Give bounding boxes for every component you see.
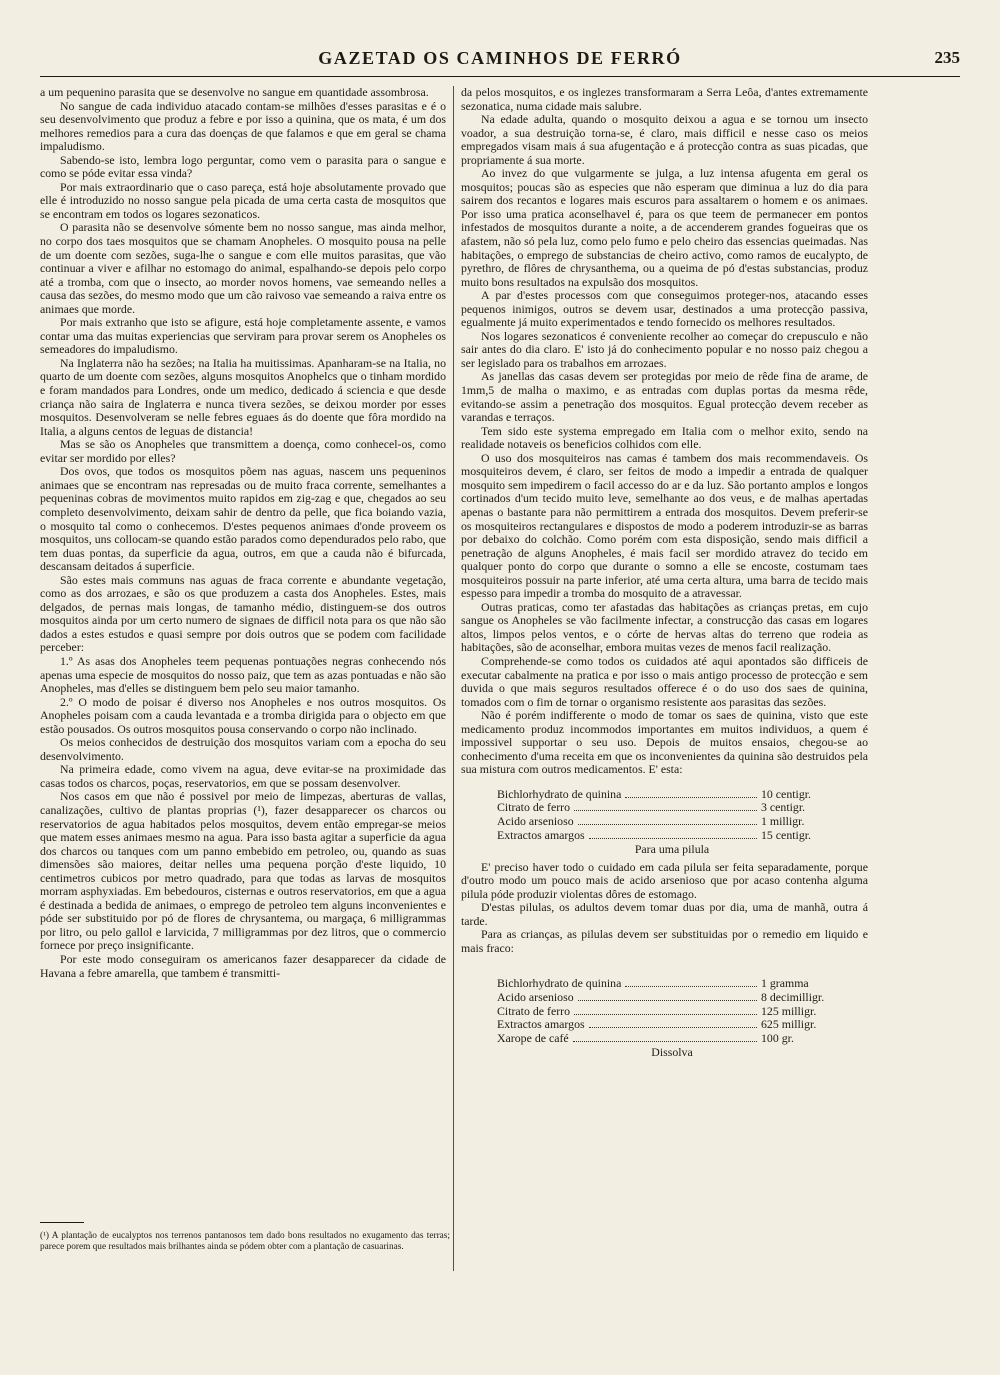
ingredient-name: Citrato de ferro xyxy=(497,1003,571,1018)
recipe-footer: Dissolva xyxy=(651,1045,693,1060)
paragraph: Não é porém indifferente o modo de tomar os saes de quinina, visto que este medicamento produz incommodos importantes em muitos individuos, a quem é impossivel supportar o seu uso. Depois de muitos ensaios, chegou-se ao conhecimento d'uma receita em que os inconvenientes da quinina são destruidos pela sua mistura com outros medicamentos. E' esta: xyxy=(461,708,868,777)
ingredient-name: Extractos amargos xyxy=(497,827,585,842)
recipe-pills xyxy=(497,788,847,857)
list-item: 1.º As asas dos Anopheles teem pequenas pontuações negras conhecendo nós apenas uma especie de mosquitos do nosso paiz, que tem as azas pontuadas e não são Anopheles, mas d'elles se distinguem bem pelo seu maior tamanho. xyxy=(40,653,446,696)
recipe-row xyxy=(497,815,847,829)
journal-title: GAZETAD OS CAMINHOS DE FERRÓ xyxy=(318,48,682,68)
column-divider xyxy=(453,86,454,1271)
ingredient-name: Extractos amargos xyxy=(497,1017,585,1032)
ingredient-dose: 8 decimilligr. xyxy=(761,990,825,1004)
recipe-row xyxy=(497,801,847,815)
leader-dots xyxy=(578,824,757,825)
recipe-row xyxy=(497,1018,847,1032)
left-column xyxy=(40,86,446,1210)
ingredient-name: Acido arsenioso xyxy=(497,990,574,1004)
paragraph: Sabendo-se isto, lembra logo perguntar, como vem o parasita para o sangue e como se póde evitar essa vinda? xyxy=(40,152,446,181)
recipe-row xyxy=(497,977,847,991)
paragraph: Na Inglaterra não ha sezões; na Italia ha muitissimas. Apanharam-se na Italia, no quarto de um doente com sezões, alguns mosquitos Anophelcs que o tinham mordido e foram mandados para Londres, onde um medico, dedicado á sciencia e que desde criança não saira de Inglaterra e nunca tivera sezões, se deixou morder por esses mosquitos. Desenvolveram se nelle febres eguaes ás do doente que fôra mordido na Italia, a alguns centos de leguas de distancia! xyxy=(40,355,446,438)
paragraph: Por mais extraordinario que o caso pareça, está hoje absolutamente provado que elle é introduzido no nosso sangue pela picada de uma certa casta de mosquitos que se encontram em todos os logares sezonaticos. xyxy=(40,179,446,221)
paragraph: Ao invez do que vulgarmente se julga, a luz intensa afugenta em geral os mosquitos; poucas são as especies que não esperam que diminua a luz do dia para sairem dos recantos e logares mais escuros para assaltarem o homem e os animaes. Por isso uma pratica aconselhavel é, para os que teem de permanecer em pontos infestados de mosquitos durante a noite, a de accenderem grandes fogueiras que os afastem, não só pela luz, como pelo fumo e pelo cheiro das essencias queimadas. Nas habitações, o emprego de substancias de cheiro activo, como ramos de eucalypto, de pyrethro, de flôres de chrysanthema, ou a queima de pó d'estas substancias, produz muito bons resultados na expulsão dos mosquitos. xyxy=(461,166,868,289)
ingredient-dose: 125 milligr. xyxy=(761,1003,817,1018)
paragraph: E' preciso haver todo o cuidado em cada pilula ser feita separadamente, porque d'outro modo um pouco mais de acido arsenioso que por acaso contenha alguma pilula póde produzir violentas dôres de estomago. xyxy=(461,859,868,901)
paragraph: Nos casos em que não é possivel por meio de limpezas, aberturas de vallas, canalizações, cultivo de plantas proprias (¹), fazer desapparecer os charcos ou reservatorios de agua habitados pelos mosquitos, devem então empregar-se meios que matem esses animaes mesmo na agua. Para isso basta agitar a superficie da agua dos charcos ou tanques com um panno embebido em petroleo, ou, quando as suas dimensões são maiores, deitar nelles uma pequena porção d'este liquido, 10 centimetros cubicos por metro quadrado, para que todas as larvas de mosquitos morram asphyxiadas. Em bebedouros, cisternas e outros reservatorios, em que a agua é destinada a bedida de animaes, o emprego de petroleo tem alguns inconvenientes e póde ser substituido por pó de flores de chrysantema, ou margaça, 6 milligrammas por litro, ou pelo gallol e larvicida, 7 milligrammas por dez litros, que o commercio fornece por preço insignificante. xyxy=(40,789,446,953)
ingredient-dose: 625 milligr. xyxy=(761,1017,817,1032)
ingredient-dose: 100 gr. xyxy=(761,1030,794,1045)
footnote: (¹) A plantação de eucalyptos nos terrenos pantanosos tem dado bons resultados no exugamento das terras; parece porem que resultados mais brilhantes ainda se pódem obter com a plantação de casuarinas. xyxy=(40,1231,450,1252)
paragraph: a um pequenino parasita que se desenvolve no sangue em quantidade assombrosa. xyxy=(40,86,429,99)
paragraph: O parasita não se desenvolve sómente bem no nosso sangue, mas ainda melhor, no corpo dos taes mosquitos que se chamam Anopheles. O mosquito pousa na pelle de um doente com sezões, suga-lhe o sangue e com elle muitos parasitas, que vão continuar a viver e afilhar no estomago do animal, espalhando-se depois pelo corpo até a tromba, com que o insecto, ao morder novos homens, vae semeando nelles a causa das sezões, do mesmo modo que um cão raivoso vae semeando a raiva entre os animaes que morde. xyxy=(40,220,446,316)
paragraph: As janellas das casas devem ser protegidas por meio de rêde fina de arame, de 1mm,5 de malha o maximo, e as entradas com duplas portas da mesma rêde, evitando-se assim a penetração dos mosquitos. Egual protecção devem receber as varandas e terraços. xyxy=(461,369,868,425)
ingredient-name: Bichlorhydrato de quinina xyxy=(497,786,622,801)
ingredient-name: Acido arsenioso xyxy=(497,813,574,828)
leader-dots xyxy=(573,1041,757,1042)
paragraph: Por mais extranho que isto se afigure, está hoje completamente assente, e vamos contar uma das muitas experiencias que serviram para provar serem os Anopheles os semeadores do impaludismo. xyxy=(40,315,446,357)
right-column xyxy=(461,86,868,1281)
ingredient-name: Citrato de ferro xyxy=(497,800,571,815)
paragraph: Mas se são os Anopheles que transmittem a doença, como conhecel-os, como evitar ser mordido por elles? xyxy=(40,437,446,465)
paragraph: No sangue de cada individuo atacado contam-se milhões d'esses parasitas e é o seu desenvolvimento que produz a febre e por isso a quinina, que os mata, é um dos melhores remedios para a cura das doenças de que falamos e que em geral se chama impaludismo. xyxy=(40,98,446,154)
paragraph: Para as crianças, as pilulas devem ser substituidas por o remedio em liquido e mais fraco: xyxy=(461,927,868,955)
paragraph: da pelos mosquitos, e os inglezes transformaram a Serra Leôa, d'antes extremamente sezonatica, numa cidade mais salubre. xyxy=(461,86,868,113)
paragraph: Na edade adulta, quando o mosquito deixou a agua e se tornou um insecto voador, a sua destruição torna-se, é claro, mais difficil e nesse caso os meios empregados visam mais á sua afugentação e á protecção contra as suas picadas, que propriamente á sua morte. xyxy=(461,112,868,167)
paragraph: D'estas pilulas, os adultos devem tomar duas por dia, uma de manhã, outra á tarde. xyxy=(461,900,868,928)
leader-dots xyxy=(589,1027,757,1028)
leader-dots xyxy=(589,838,757,839)
footnote-rule xyxy=(40,1222,84,1223)
recipe-row xyxy=(497,1032,847,1046)
paragraph: Nos logares sezonaticos é conveniente recolher ao começar do crepusculo e não sair antes do dia claro. E' isto já do conhecimento popular e no nosso paiz chegou a ser legislado para os trabalhos em arrozaes. xyxy=(461,328,868,370)
page-number: 235 xyxy=(934,48,960,67)
paragraph: Os meios conhecidos de destruição dos mosquitos variam com a epocha do seu desenvolvimento. xyxy=(40,735,446,763)
leader-dots xyxy=(625,986,757,987)
paragraph: Tem sido este systema empregado em Italia com o melhor exito, sendo na realidade notaveis os beneficios colhidos com elle. xyxy=(461,423,868,452)
paragraph: São estes mais communs nas aguas de fraca corrente e abundante vegetação, como as dos arrozaes, e são os que produzem a casta dos Anopheles. Estes, mais delgados, de pernas mais longas, de tamanho médio, distinguem-se dos outros mosquitos ainda por um certo numero de signaes de difficil nota para os que não são dados a estes estudos e quasi sempre por dois outros que se podem com facilidade perceber: xyxy=(40,572,446,655)
ingredient-name: Bichlorhydrato de quinina xyxy=(497,976,622,991)
ingredient-name: Xarope de café xyxy=(497,1030,569,1045)
page-header xyxy=(40,48,960,74)
ingredient-dose: 1 milligr. xyxy=(761,813,805,828)
recipe-footer: Para uma pilula xyxy=(634,842,710,857)
leader-dots xyxy=(578,1000,757,1001)
paragraph: Dos ovos, que todos os mosquitos põem nas aguas, nascem uns pequeninos animaes que se encontram nas represadas ou de muito fraca corrente, semelhantes a pequeninas cobras de movimentos muito rapidos em zig-zag e que, chegados ao seu completo desenvolvimento, deixam sahir de dentro da pelle, que fica boiando vazia, o mosquito tal como o conhecemos. D'estes pequenos animaes d'onde proveem os mosquitos, uns collocam-se quando estão parados como dependurados pelo rabo, que tem duas pontas, da superficie da agua, outros, em que a cauda não é bifurcada, descansam deitados á superficie. xyxy=(40,464,446,574)
leader-dots xyxy=(574,810,757,811)
recipe-liquid xyxy=(497,977,847,1059)
ingredient-dose: 3 centigr. xyxy=(761,800,806,815)
recipe-row xyxy=(497,829,847,843)
paragraph: A par d'estes processos com que conseguimos proteger-nos, atacando esses pequenos inimigos, outros se devem usar, destinados a uma protecção passiva, egualmente já muito experimentados e tendo fornecido os melhores resultados. xyxy=(461,288,868,330)
paragraph: Por este modo conseguiram os americanos fazer desapparecer da cidade de Havana a febre amarella, que tambem é transmitti- xyxy=(40,952,446,980)
paragraph: Comprehende-se como todos os cuidados até aqui apontados são difficeis de executar cabalmente na pratica e por isso o mais antigo processo de protecção e sem duvida o que mais seguros resultados offerece é o do uso dos saes de quinina, tomados com o fim de tornar o organismo resistente aos parasitas das sezões. xyxy=(461,653,868,709)
paragraph: O uso dos mosquiteiros nas camas é tambem dos mais recommendaveis. Os mosquiteiros devem, é claro, ser feitos de modo a impedir a entrada de qualquer mosquito sem impedirem o facil accesso do ar e da luz. São portanto amplos e longos cortinados d'um tecido muito leve, semelhante ao dos veus, e de malhas apertadas apenas o bastante para não permittirem a entrada dos mosquitos. Devem preferir-se os mosquiteiros rectangulares e dispostos de modo a poderem introduzir-se as barras por debaixo do colchão. Como porém com esta disposição, sendo mais difficil a penetração de alguns Anopheles, é mais facil ser mordido atravez do tecido em qualquer ponto do corpo que durante o somno a elle se encoste, costumam taes mosquiteiros possuir na parte inferior, até uma certa altura, uma barra de tecido mais espesso para impedir a tromba do mosquito de a atravessar. xyxy=(461,450,868,601)
ingredient-dose: 10 centigr. xyxy=(761,786,811,801)
recipe-row xyxy=(497,991,847,1005)
paragraph: Na primeira edade, como vivem na agua, deve evitar-se na proximidade das casas todos os charcos, poças, reservatorios, em que se possam desenvolver. xyxy=(40,762,446,790)
list-item: 2.º O modo de poisar é diverso nos Anopheles e nos outros mosquitos. Os Anopheles poisam com a cauda levantada e a tromba dirigida para o objecto em que estão pousados. Os outros mosquitos pousa conservando o corpo não inclinado. xyxy=(40,694,446,736)
leader-dots xyxy=(625,797,757,798)
ingredient-dose: 1 gramma xyxy=(761,976,809,991)
leader-dots xyxy=(574,1014,757,1015)
ingredient-dose: 15 centigr. xyxy=(761,827,811,842)
recipe-row xyxy=(497,788,847,802)
header-rule xyxy=(40,76,960,77)
recipe-row xyxy=(497,1005,847,1019)
paragraph: Outras praticas, como ter afastadas das habitações as crianças pretas, em cujo sangue os Anopheles se vão facilmente infectar, a construcção das casas em logares altos, limpos pelos ventos, e o córte de hervas altas do terreno que rodeia as habitações, são de aconselhar, embora muitas vezes de menos facil realização. xyxy=(461,599,868,655)
